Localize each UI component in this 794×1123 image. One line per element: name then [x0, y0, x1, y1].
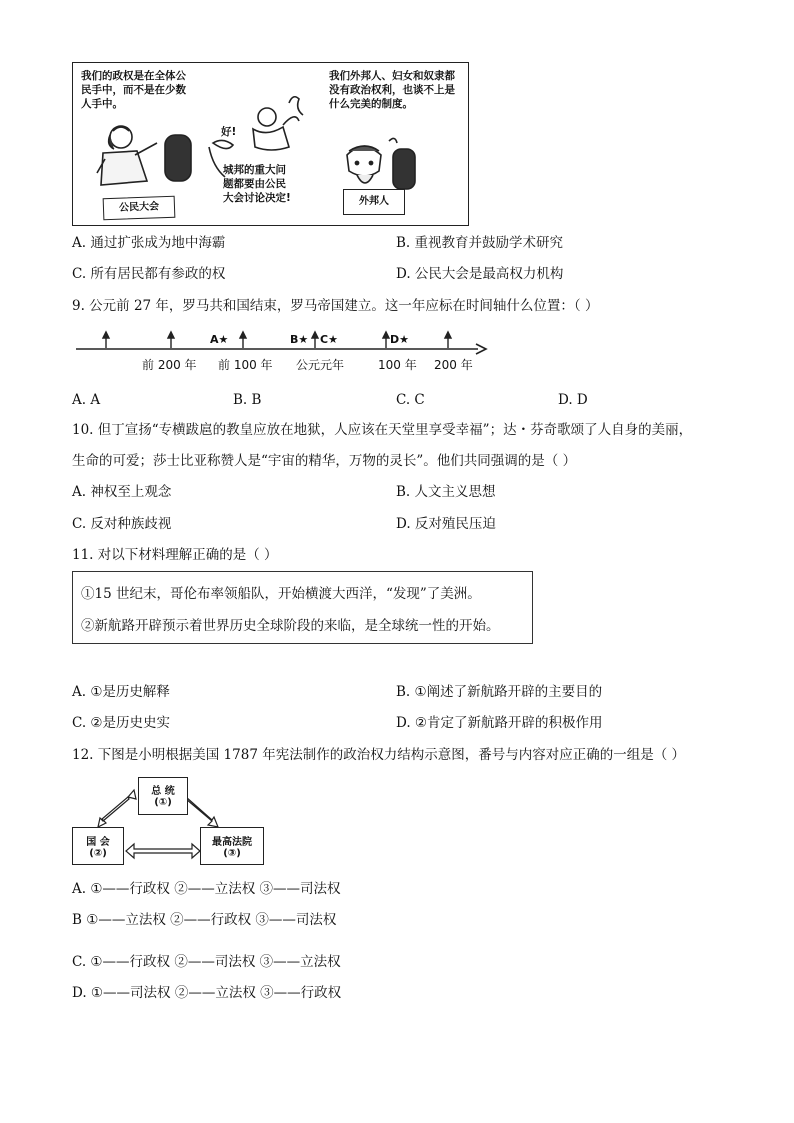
- timeline-label-200ad: 200 年: [434, 358, 473, 372]
- q9-stem: 9. 公元前 27 年，罗马共和国结束，罗马帝国建立。这一年应标在时间轴什么位置：（ ）: [72, 298, 599, 314]
- bubble-left-line-3: 人手中。: [81, 98, 123, 110]
- q11-option-c: C. ②是历史史实: [72, 715, 171, 731]
- q12-power-diagram: [72, 777, 268, 865]
- q9-option-c: C. C: [396, 392, 425, 408]
- bubble-middle-line-1: 城邦的重大问: [223, 164, 286, 176]
- diagram-court-title: 最高法院: [212, 837, 252, 848]
- q11-option-d: D. ②肯定了新航路开辟的积极作用: [396, 715, 603, 731]
- q9-option-b: B. B: [233, 392, 262, 408]
- timeline-mark-b: B★: [290, 333, 309, 346]
- q11-material-2: ②新航路开辟预示着世界历史全球阶段的来临，是全球统一性的开始。: [81, 618, 500, 634]
- q8-option-c: C. 所有居民都有参政的权: [72, 266, 226, 282]
- q12-option-b: B ①——立法权 ②——行政权 ③——司法权: [72, 912, 337, 928]
- sign-citizen-assembly: 公民大会: [103, 196, 176, 220]
- q11-stem: 11. 对以下材料理解正确的是（ ）: [72, 547, 278, 563]
- q12-stem: 12. 下图是小明根据美国 1787 年宪法制作的政治权力结构示意图，番号与内容对应正确的一组是（ ）: [72, 747, 685, 763]
- timeline-label-ad1: 公元元年: [296, 358, 345, 372]
- q10-stem-line-2: 生命的可爱；莎士比亚称赞人是“宇宙的精华，万物的灵长”。他们共同强调的是（ ）: [72, 453, 577, 469]
- q11-option-b: B. ①阐述了新航路开辟的主要目的: [396, 684, 603, 700]
- q8-option-d: D. 公民大会是最高权力机构: [396, 266, 564, 282]
- timeline-label-100bc: 前 100 年: [218, 358, 273, 372]
- bubble-left-line-2: 民手中，而不是在少数: [81, 84, 186, 96]
- timeline-mark-a: A★: [210, 333, 229, 346]
- diagram-box-president: [138, 777, 188, 815]
- q10-option-b: B. 人文主义思想: [396, 484, 496, 500]
- sign-foreigners: 外邦人: [343, 189, 405, 215]
- q10-option-a: A. 神权至上观念: [72, 484, 172, 500]
- q11-option-a: A. ①是历史解释: [72, 684, 170, 700]
- q12-option-a: A. ①——行政权 ②——立法权 ③——司法权: [72, 881, 341, 897]
- diagram-box-congress: [72, 827, 124, 865]
- timeline-mark-c: C★: [320, 333, 338, 346]
- bubble-right-line-3: 什么完美的制度。: [329, 98, 413, 110]
- bubble-right-line-2: 没有政治权利，也谈不上是: [329, 84, 455, 96]
- q11-material-1: ①15 世纪末，哥伦布率领船队，开始横渡大西洋，“发现”了美洲。: [81, 586, 481, 602]
- diagram-president-number: (①): [154, 797, 172, 808]
- diagram-court-number: (③): [223, 848, 241, 859]
- diagram-box-supreme-court: [200, 827, 264, 865]
- cartoon-cry: 好!: [221, 126, 237, 138]
- bubble-left-line-1: 我们的政权是在全体公: [81, 70, 186, 82]
- diagram-congress-title: 国 会: [86, 837, 110, 848]
- q10-stem-line-1: 10. 但丁宣扬“专横跋扈的教皇应放在地狱，人应该在天堂里享受幸福”；达・芬奇歌颂了人自身的美丽，: [72, 422, 693, 438]
- bubble-middle-line-3: 大会讨论决定!: [223, 192, 291, 204]
- q8-option-b: B. 重视教育并鼓励学术研究: [396, 235, 564, 251]
- q12-option-c: C. ①——行政权 ②——司法权 ③——立法权: [72, 954, 341, 970]
- q11-material-box: [72, 571, 533, 644]
- timeline-mark-d: D★: [390, 333, 409, 346]
- q10-option-d: D. 反对殖民压迫: [396, 516, 496, 532]
- timeline-label-200bc: 前 200 年: [142, 358, 197, 372]
- q9-option-d: D. D: [558, 392, 588, 408]
- q9-timeline: [72, 326, 492, 378]
- bubble-right-line-1: 我们外邦人、妇女和奴隶都: [329, 70, 455, 82]
- timeline-label-100ad: 100 年: [378, 358, 417, 372]
- bubble-middle-line-2: 题都要由公民: [223, 178, 286, 190]
- cartoon-illustration: [72, 62, 469, 226]
- q9-option-a: A. A: [72, 392, 101, 408]
- diagram-congress-number: (②): [89, 848, 107, 859]
- diagram-president-title: 总 统: [151, 786, 175, 797]
- q8-option-a: A. 通过扩张成为地中海霸: [72, 235, 226, 251]
- q10-option-c: C. 反对种族歧视: [72, 516, 172, 532]
- timeline-axis: [72, 326, 492, 378]
- q12-option-d: D. ①——司法权 ②——立法权 ③——行政权: [72, 985, 342, 1001]
